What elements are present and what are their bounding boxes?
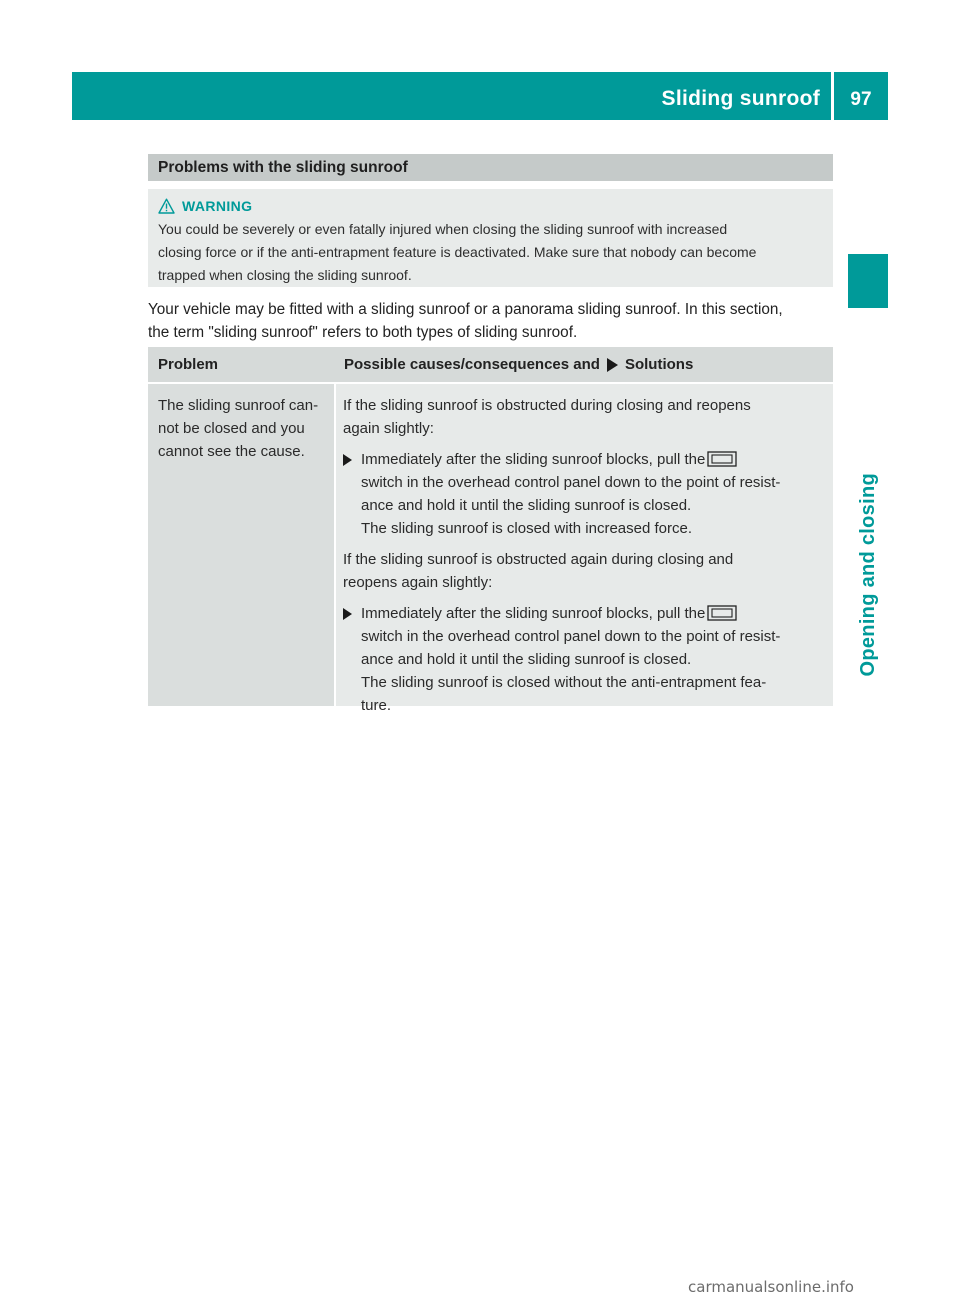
cause-paragraph — [343, 548, 827, 594]
action-arrow-icon — [607, 358, 618, 372]
problem-line: not be closed and you — [158, 420, 305, 437]
side-tab — [851, 316, 885, 676]
column-header-solutions-prefix: Possible causes/consequences and — [344, 356, 600, 373]
side-tab-block — [848, 254, 888, 308]
column-header-problem: Problem — [158, 356, 219, 373]
intro-line: Your vehicle may be fitted with a sliding sunroof or a panorama sliding sunroof. In this section, — [148, 301, 783, 318]
warning-line: closing force or if the anti-entrapment feature is deactivated. Make sure that nobody can become — [158, 244, 757, 260]
cause-paragraph — [343, 394, 827, 440]
action-line: Immediately after the sliding sunroof blocks, pull the — [361, 451, 706, 468]
action-result: ture. — [361, 697, 392, 714]
action-result: The sliding sunroof is closed with increased force. — [361, 520, 692, 537]
watermark: carmanualsonline.info — [688, 1278, 854, 1296]
table-header — [148, 347, 833, 382]
warning-label: WARNING — [182, 198, 253, 214]
section-heading: Problems with the sliding sunroof — [148, 154, 833, 181]
page-header — [72, 72, 888, 120]
page-number: 97 — [850, 89, 872, 110]
warning-triangle-icon — [158, 198, 175, 214]
intro-paragraph — [148, 298, 838, 344]
action-step — [343, 448, 827, 540]
cause-line: If the sliding sunroof is obstructed during closing and reopens — [343, 397, 751, 414]
action-text — [361, 602, 780, 717]
header-title: Sliding sunroof — [661, 87, 820, 110]
warning-text — [158, 218, 825, 287]
side-tab-label: Opening and closing — [856, 472, 879, 676]
action-line: ance and hold it until the sliding sunroof is closed. — [361, 497, 692, 514]
sunroof-switch-icon — [707, 451, 737, 467]
action-line: ance and hold it until the sliding sunroof is closed. — [361, 651, 692, 668]
action-arrow-icon — [343, 602, 361, 717]
action-line: switch in the overhead control panel down to the point of resist- — [361, 628, 781, 645]
troubleshooting-table — [148, 347, 833, 714]
problem-line: The sliding sunroof can- — [158, 397, 319, 414]
problem-line: cannot see the cause. — [158, 443, 305, 460]
action-arrow-icon — [343, 448, 361, 540]
cause-line: If the sliding sunroof is obstructed again during closing and — [343, 551, 734, 568]
cause-line: reopens again slightly: — [343, 574, 493, 591]
warning-header — [158, 193, 825, 219]
sunroof-switch-icon — [707, 605, 737, 621]
warning-line: trapped when closing the sliding sunroof. — [158, 267, 412, 283]
table-row — [148, 384, 833, 714]
intro-line: the term "sliding sunroof" refers to both types of sliding sunroof. — [148, 324, 578, 341]
action-line: Immediately after the sliding sunroof blocks, pull the — [361, 605, 706, 622]
action-text — [361, 448, 780, 540]
action-result: The sliding sunroof is closed without the anti-entrapment fea- — [361, 674, 767, 691]
column-header-solutions-suffix: Solutions — [624, 356, 694, 373]
problem-cell — [148, 384, 334, 706]
action-step — [343, 602, 827, 717]
column-header-solutions — [336, 347, 833, 382]
action-line: switch in the overhead control panel down to the point of resist- — [361, 474, 781, 491]
solution-cell — [336, 384, 833, 714]
warning-line: You could be severely or even fatally injured when closing the sliding sunroof with increased — [158, 221, 728, 237]
warning-box — [148, 189, 833, 287]
cause-line: again slightly: — [343, 420, 434, 437]
